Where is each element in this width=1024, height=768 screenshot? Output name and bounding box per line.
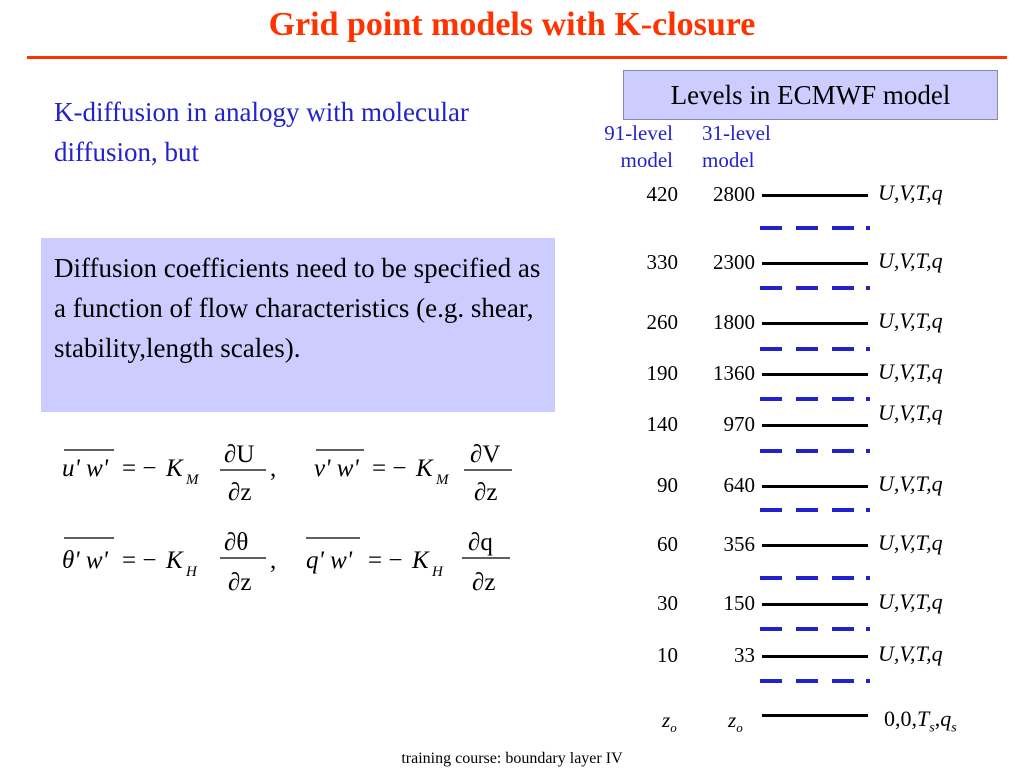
eq4-lhs: q' w': [306, 547, 353, 574]
eq1-coef-sub: M: [186, 472, 199, 488]
eq2-coef-sub: M: [436, 472, 449, 488]
eq3-num: ∂θ: [224, 529, 249, 556]
full-level-line: [762, 655, 868, 658]
level-91-value: 420: [646, 182, 678, 206]
surface-z-31: $z_o$: [728, 708, 743, 736]
level-variables: U,V,T,q: [878, 359, 943, 384]
flux-equations: [48, 428, 608, 606]
eq1-op: = −: [122, 455, 157, 482]
col-head-31-line2: model: [702, 148, 755, 172]
col-head-91-line1: 91-level: [604, 121, 673, 145]
eq4-coef: K: [412, 547, 429, 574]
half-level-dashed-line: [760, 449, 872, 453]
note-text: Diffusion coefficients need to be specified as a function of flow characteristics (e.g. shear, stability,length scales).: [54, 253, 541, 363]
eq3-coef-sub: H: [186, 564, 197, 580]
level-31-value: 356: [723, 532, 755, 556]
half-level-dashed-line: [760, 397, 872, 401]
eq4-coef-sub: H: [432, 564, 443, 580]
equation-theta-flux: [62, 529, 276, 596]
eq3-lhs: θ' w': [62, 547, 108, 574]
level-91-value: 330: [646, 250, 678, 274]
col-head-91-line2: model: [620, 148, 673, 172]
eq1-coef: K: [166, 455, 183, 482]
level-91-value: 190: [646, 361, 678, 385]
title-underline: [27, 56, 1007, 59]
level-31-value: 33: [734, 643, 755, 667]
eq2-num: ∂V: [470, 441, 501, 468]
full-level-line: [762, 322, 868, 325]
eq2-den: ∂z: [474, 479, 498, 506]
level-91-value: 140: [646, 412, 678, 436]
level-91-value: 90: [657, 473, 678, 497]
level-variables: U,V,T,q: [878, 180, 943, 205]
equation-q-flux: [306, 529, 510, 596]
slide-title: Grid point models with K-closure: [268, 6, 756, 43]
full-level-line: [762, 262, 868, 265]
level-31-value: 2800: [713, 182, 755, 206]
level-variables: U,V,T,q: [878, 530, 943, 555]
level-91-value: 30: [657, 591, 678, 615]
level-variables: U,V,T,q: [878, 589, 943, 614]
level-variables: U,V,T,q: [878, 471, 943, 496]
level-91-value: 60: [657, 532, 678, 556]
levels-title-box: [623, 70, 998, 120]
level-91-value: 260: [646, 310, 678, 334]
full-level-line: [762, 544, 868, 547]
level-31-value: 150: [723, 591, 755, 615]
level-variables: U,V,T,q: [878, 641, 943, 666]
level-31-value: 1800: [713, 310, 755, 334]
half-level-dashed-line: [760, 508, 872, 512]
eq3-sep: ,: [270, 547, 277, 574]
eq2-lhs: v' w': [314, 455, 359, 482]
eq2-op: = −: [372, 455, 407, 482]
col-head-91: [580, 120, 673, 174]
surface-z-91: $z_o$: [662, 708, 677, 736]
half-level-dashed-line: [760, 627, 872, 631]
levels-title: Levels in ECMWF model: [670, 80, 951, 110]
eq4-num: ∂q: [468, 529, 493, 556]
surface-level-line: [762, 714, 868, 717]
level-31-value: 1360: [713, 361, 755, 385]
full-level-line: [762, 485, 868, 488]
level-31-value: 970: [723, 412, 755, 436]
eq1-sep: ,: [270, 455, 277, 482]
level-variables: U,V,T,q: [878, 400, 943, 425]
eq1-num: ∂U: [224, 441, 255, 468]
equation-u-flux: [62, 441, 276, 506]
eq4-op: = −: [368, 547, 403, 574]
col-head-31-line1: 31-level: [702, 121, 771, 145]
col-head-31: [702, 120, 812, 174]
eq4-den: ∂z: [472, 569, 496, 596]
eq1-den: ∂z: [228, 479, 252, 506]
surface-vars: $0,0,T_s,q_s$: [884, 706, 957, 736]
half-level-dashed-line: [760, 576, 872, 580]
eq3-coef: K: [166, 547, 183, 574]
eq2-coef: K: [416, 455, 433, 482]
note-box: [41, 238, 555, 412]
eq1-lhs: u' w': [62, 455, 109, 482]
half-level-dashed-line: [760, 286, 872, 290]
intro-text: K-diffusion in analogy with molecular diffusion, but: [54, 97, 469, 167]
level-31-value: 640: [723, 473, 755, 497]
half-level-dashed-line: [760, 679, 872, 683]
full-level-line: [762, 424, 868, 427]
half-level-dashed-line: [760, 347, 872, 351]
half-level-dashed-line: [760, 226, 872, 230]
level-91-value: 10: [657, 643, 678, 667]
full-level-line: [762, 603, 868, 606]
full-level-line: [762, 373, 868, 376]
level-variables: U,V,T,q: [878, 248, 943, 273]
footer-text: training course: boundary layer IV: [401, 750, 623, 767]
eq3-den: ∂z: [228, 569, 252, 596]
level-31-value: 2300: [713, 250, 755, 274]
full-level-line: [762, 194, 868, 197]
equation-v-flux: [314, 441, 512, 506]
level-variables: U,V,T,q: [878, 308, 943, 333]
eq3-op: = −: [122, 547, 157, 574]
